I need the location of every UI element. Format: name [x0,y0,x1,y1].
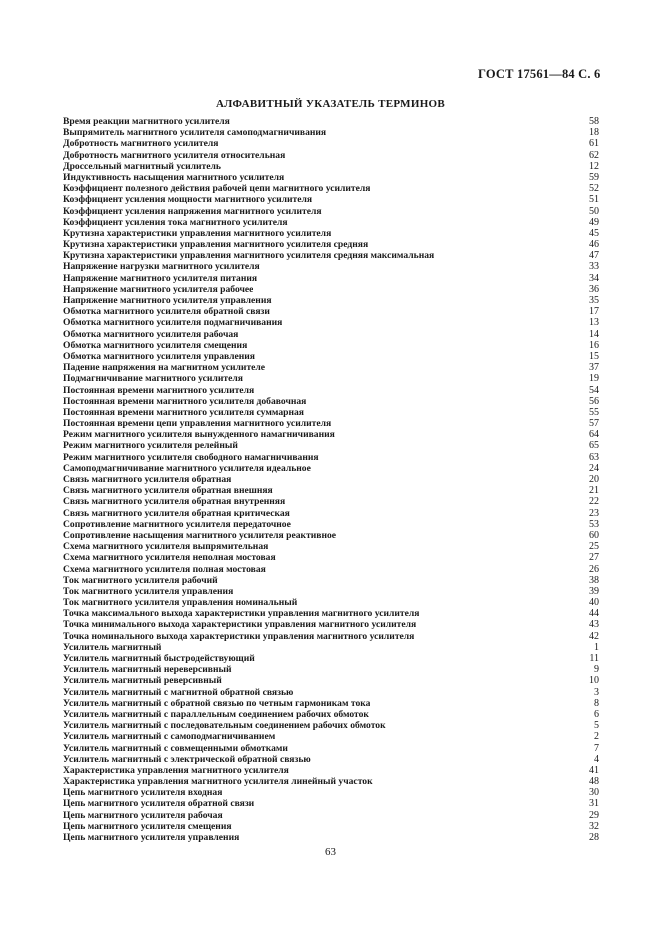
index-entry [63,541,599,552]
index-entry-term: Дроссельный магнитный усилитель [63,160,221,172]
index-entry-term: Усилитель магнитный нереверсивный [63,664,232,676]
index-entry [63,619,599,630]
index-entry-number: 55 [589,406,599,418]
index-entry-number: 51 [589,194,599,206]
index-entry-number: 62 [589,149,599,161]
index-entry-term: Сопротивление магнитного усилителя передаточное [63,518,291,530]
index-entry [63,396,599,407]
index-entry-term: Коэффициент полезного действия рабочей цепи магнитного усилителя [63,183,371,195]
index-entry [63,552,599,563]
index-entry-number: 63 [589,451,599,463]
index-entry-number: 42 [589,630,599,642]
index-title: АЛФАВИТНЫЙ УКАЗАТЕЛЬ ТЕРМИНОВ [215,98,446,110]
index-entry-term: Крутизна характеристики управления магнитного усилителя [63,227,332,239]
index-list [63,116,599,843]
index-entry-number: 37 [589,362,599,374]
index-entry [63,675,599,686]
index-entry [63,362,599,373]
index-entry [63,530,599,541]
index-entry-term: Цепь магнитного усилителя рабочая [63,809,223,821]
index-entry-number: 46 [589,239,599,251]
index-entry [63,340,599,351]
index-entry-number: 40 [589,597,599,609]
index-entry-number: 33 [589,261,599,273]
index-entry-term: Характеристика управления магнитного усилителя линейный участок [63,776,373,788]
index-entry [63,385,599,396]
index-entry-term: Постоянная времени магнитного усилителя суммарная [63,406,304,418]
index-entry-number: 60 [589,529,599,541]
index-entry-term: Постоянная времени цепи управления магнитного усилителя [63,418,332,430]
index-entry-term: Связь магнитного усилителя обратная внешняя [63,485,273,497]
index-entry-term: Ток магнитного усилителя управления номинальный [63,597,298,609]
index-entry [63,206,599,217]
index-entry [63,217,599,228]
index-entry-term: Усилитель магнитный реверсивный [63,675,222,687]
index-entry-term: Характеристика управления магнитного усилителя [63,764,289,776]
index-entry-term: Точка минимального выхода характеристики управления магнитного усилителя [63,619,417,631]
index-entry [63,597,599,608]
index-entry-number: 26 [589,563,599,575]
index-entry [63,832,599,843]
index-entry-term: Цепь магнитного усилителя смещения [63,820,232,832]
index-entry [63,575,599,586]
index-entry-number: 18 [589,127,599,139]
index-entry [63,787,599,798]
index-entry-term: Коэффициент усиления мощности магнитного усилителя [63,194,313,206]
index-entry [63,284,599,295]
index-entry [63,228,599,239]
index-entry-number: 61 [589,138,599,150]
index-entry-term: Цепь магнитного усилителя входная [63,787,223,799]
index-entry-number: 54 [589,384,599,396]
index-entry [63,754,599,765]
index-entry-number: 25 [589,541,599,553]
index-entry-number: 56 [589,395,599,407]
index-entry-term: Связь магнитного усилителя обратная критическая [63,507,290,519]
index-entry-number: 7 [594,742,599,754]
index-entry-number: 53 [589,518,599,530]
index-entry-number: 14 [589,328,599,340]
index-entry-number: 39 [589,585,599,597]
index-entry [63,653,599,664]
index-entry-number: 47 [589,250,599,262]
index-entry-number: 35 [589,295,599,306]
index-entry-number: 13 [589,317,599,329]
index-entry [63,642,599,653]
index-entry-number: 59 [589,171,599,183]
index-entry-number: 43 [589,619,599,631]
index-entry-term: Схема магнитного усилителя неполная мостовая [63,552,276,564]
index-entry-term: Схема магнитного усилителя полная мостовая [63,563,266,575]
index-entry-term: Сопротивление насыщения магнитного усилителя реактивное [63,529,337,541]
index-entry [63,127,599,138]
index-entry-number: 50 [589,205,599,217]
index-entry-term: Усилитель магнитный с совмещенными обмотками [63,742,288,754]
index-entry [63,586,599,597]
index-entry [63,508,599,519]
index-entry-term: Ток магнитного усилителя рабочий [63,574,218,586]
index-entry-number: 24 [589,462,599,474]
index-entry-number: 65 [589,440,599,452]
index-entry [63,138,599,149]
index-entry-number: 3 [594,686,599,698]
index-entry-term: Схема магнитного усилителя выпрямительная [63,541,269,553]
index-entry-number: 5 [594,720,599,732]
index-entry [63,664,599,675]
index-entry-term: Ток магнитного усилителя управления [63,585,234,597]
index-entry-number: 32 [589,820,599,832]
index-entry-term: Напряжение нагрузки магнитного усилителя [63,261,260,273]
index-entry-number: 41 [589,764,599,776]
index-entry-number: 15 [589,350,599,362]
index-entry [63,373,599,384]
index-entry-term: Усилитель магнитный с самоподмагничиванием [63,731,276,743]
index-entry-term: Постоянная времени магнитного усилителя [63,384,255,396]
index-entry-term: Точка максимального выхода характеристики управления магнитного усилителя [63,608,420,620]
index-entry [63,161,599,172]
index-entry [63,418,599,429]
index-entry-number: 31 [589,798,599,810]
index-entry-number: 20 [589,474,599,485]
index-entry-number: 23 [589,507,599,519]
index-entry-term: Время реакции магнитного усилителя [63,116,230,127]
index-entry-number: 2 [594,731,599,743]
index-entry [63,116,599,127]
index-entry [63,440,599,451]
index-entry [63,496,599,507]
index-entry-term: Крутизна характеристики управления магнитного усилителя средняя [63,239,369,251]
index-entry-term: Коэффициент усиления напряжения магнитного усилителя [63,205,322,217]
index-entry [63,351,599,362]
index-entry [63,239,599,250]
index-entry-number: 16 [589,339,599,351]
index-entry [63,765,599,776]
index-entry-term: Выпрямитель магнитного усилителя самоподмагничивания [63,127,327,139]
index-entry-number: 4 [594,753,599,765]
index-entry-term: Режим магнитного усилителя вынужденного намагничивания [63,429,335,441]
index-entry [63,798,599,809]
index-entry-number: 8 [594,697,599,709]
index-entry-term: Добротность магнитного усилителя относительная [63,149,286,161]
index-entry [63,172,599,183]
index-entry [63,519,599,530]
index-entry-term: Точка номинального выхода характеристики управления магнитного усилителя [63,630,415,642]
index-entry-number: 34 [589,272,599,284]
index-entry [63,407,599,418]
index-entry-number: 48 [589,776,599,788]
index-entry-term: Напряжение магнитного усилителя питания [63,272,258,284]
index-entry-number: 17 [589,306,599,318]
index-entry-term: Связь магнитного усилителя обратная [63,474,232,485]
index-entry [63,261,599,272]
page-number: 63 [325,846,336,858]
index-entry-term: Обмотка магнитного усилителя управления [63,350,256,362]
index-entry-term: Напряжение магнитного усилителя рабочее [63,283,254,295]
index-entry-term: Обмотка магнитного усилителя рабочая [63,328,239,340]
index-entry-term: Режим магнитного усилителя релейный [63,440,238,452]
index-entry-number: 9 [594,664,599,676]
index-entry-term: Обмотка магнитного усилителя подмагничивания [63,317,283,329]
index-entry [63,317,599,328]
index-entry-term: Режим магнитного усилителя свободного намагничивания [63,451,319,463]
index-entry [63,250,599,261]
index-entry [63,687,599,698]
index-entry [63,631,599,642]
index-entry-number: 52 [589,183,599,195]
index-entry-term: Падение напряжения на магнитном усилителе [63,362,266,374]
index-entry-number: 49 [589,216,599,228]
index-entry-term: Подмагничивание магнитного усилителя [63,373,243,385]
index-entry [63,183,599,194]
index-entry [63,194,599,205]
index-entry-number: 64 [589,429,599,441]
index-entry-term: Усилитель магнитный быстродействующий [63,653,255,664]
index-entry-term: Связь магнитного усилителя обратная внутренняя [63,496,286,508]
index-entry-number: 36 [589,283,599,295]
index-entry-term: Цепь магнитного усилителя обратной связи [63,798,255,810]
index-entry-number: 10 [589,675,599,687]
index-entry [63,564,599,575]
index-entry [63,608,599,619]
index-entry-term: Постоянная времени магнитного усилителя добавочная [63,395,307,407]
index-entry-number: 58 [589,116,599,127]
index-entry-term: Цепь магнитного усилителя управления [63,832,240,843]
index-entry-term: Усилитель магнитный с магнитной обратной связью [63,686,294,698]
index-entry-term: Коэффициент усиления тока магнитного усилителя [63,216,288,228]
index-entry-term: Усилитель магнитный с обратной связью по четным гармоникам тока [63,697,371,709]
index-entry-number: 29 [589,809,599,821]
index-entry-number: 19 [589,373,599,385]
index-entry [63,821,599,832]
index-entry-number: 27 [589,552,599,564]
index-entry-term: Обмотка магнитного усилителя смещения [63,339,248,351]
index-entry-number: 45 [589,227,599,239]
index-entry-number: 12 [589,160,599,172]
index-entry-term: Обмотка магнитного усилителя обратной связи [63,306,270,318]
index-entry-number: 44 [589,608,599,620]
index-entry [63,452,599,463]
index-entry [63,273,599,284]
index-entry-number: 28 [589,832,599,843]
index-entry-number: 38 [589,574,599,586]
index-entry [63,150,599,161]
index-entry [63,429,599,440]
index-entry-number: 57 [589,418,599,430]
index-entry-number: 11 [589,653,599,664]
index-entry-number: 6 [594,708,599,720]
index-entry [63,463,599,474]
index-entry-term: Крутизна характеристики управления магнитного усилителя средняя максимальная [63,250,435,262]
index-entry [63,329,599,340]
index-entry [63,698,599,709]
document-header: ГОСТ 17561—84 С. 6 [478,67,601,81]
index-entry [63,810,599,821]
index-entry-term: Усилитель магнитный с электрической обратной связью [63,753,311,765]
index-entry-number: 30 [589,787,599,799]
index-entry-number: 1 [594,641,599,653]
index-entry [63,776,599,787]
index-entry-term: Добротность магнитного усилителя [63,138,219,150]
index-entry [63,485,599,496]
index-entry [63,306,599,317]
index-entry-term: Самоподмагничивание магнитного усилителя идеальное [63,462,311,474]
index-entry-term: Индуктивность насыщения магнитного усилителя [63,171,285,183]
index-entry-number: 21 [589,485,599,497]
index-entry-term: Усилитель магнитный [63,641,162,653]
index-entry-term: Усилитель магнитный с последовательным соединением рабочих обмоток [63,720,386,732]
index-entry-number: 22 [589,496,599,508]
index-entry [63,295,599,306]
index-entry [63,743,599,754]
index-entry-term: Напряжение магнитного усилителя управления [63,295,272,306]
index-entry [63,720,599,731]
index-entry [63,474,599,485]
index-entry [63,709,599,720]
index-entry-term: Усилитель магнитный с параллельным соединением рабочих обмоток [63,708,369,720]
index-entry [63,731,599,742]
